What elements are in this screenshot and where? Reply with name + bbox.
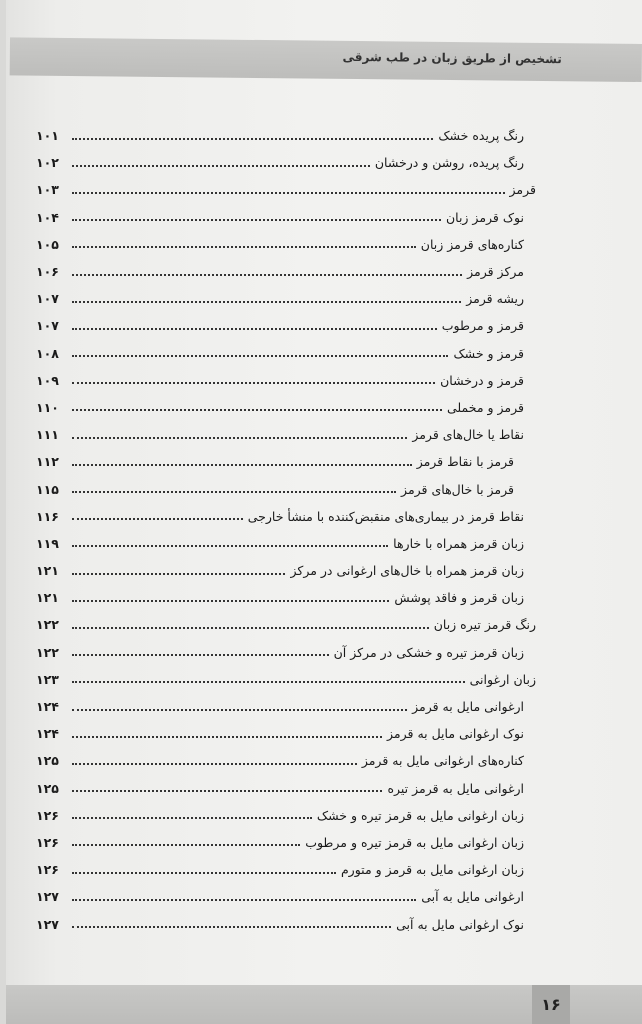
dot-leader: [72, 437, 407, 439]
dot-leader: [72, 627, 429, 629]
toc-entry-title: قرمز و مرطوب: [441, 318, 524, 334]
toc-entry-page: ۱۲۵: [36, 753, 59, 769]
toc-entry: [36, 611, 536, 638]
toc-entry-title: زبان قرمز همراه با خال‌های ارغوانی در مرکز: [290, 563, 524, 579]
toc-entry-page: ۱۱۰: [36, 399, 59, 415]
toc-entry: [36, 802, 536, 829]
toc-entry: [36, 747, 536, 774]
toc-entry-page: ۱۰۹: [36, 372, 59, 388]
toc-entry: [36, 421, 536, 448]
dot-leader: [72, 817, 312, 819]
dot-leader: [72, 382, 435, 384]
dot-leader: [72, 600, 389, 602]
toc-entry: [36, 231, 536, 258]
toc-entry-page: ۱۲۷: [36, 916, 59, 932]
toc-entry-page: ۱۲۲: [36, 644, 59, 660]
toc-entry: [36, 883, 536, 910]
toc-entry-page: ۱۲۷: [36, 889, 59, 905]
toc-entry: [36, 122, 536, 149]
page-number: ۱۶: [532, 985, 570, 1024]
toc-entry-page: ۱۰۶: [36, 264, 59, 280]
toc-entry: [36, 312, 536, 339]
toc-entry-title: زبان قرمز و فاقد پوشش: [394, 590, 524, 606]
dot-leader: [72, 355, 448, 357]
toc-entry-title: ارغوانی مایل به قرمز تیره: [387, 780, 524, 796]
dot-leader: [72, 409, 442, 411]
toc-entry: [36, 584, 536, 611]
toc-entry-page: ۱۰۷: [36, 291, 59, 307]
toc-entry: [36, 557, 536, 584]
running-header: [10, 37, 642, 82]
toc-entry-title: قرمز و مخملی: [447, 399, 524, 415]
toc-entry-page: ۱۲۶: [36, 834, 59, 850]
dot-leader: [72, 545, 388, 547]
dot-leader: [72, 165, 370, 167]
dot-leader: [72, 301, 461, 303]
toc-entry-title: زبان ارغوانی مایل به قرمز تیره و خشک: [316, 807, 524, 823]
toc-entry-page: ۱۰۳: [36, 182, 59, 198]
toc-entry: [36, 503, 536, 530]
dot-leader: [72, 926, 391, 928]
toc-entry-page: ۱۲۱: [36, 563, 59, 579]
toc-entry-page: ۱۱۲: [36, 454, 59, 470]
toc-entry-title: نوک ارغوانی مایل به آبی: [396, 916, 524, 932]
toc-entry-title: قرمز و خشک: [453, 345, 524, 361]
toc-entry: [36, 856, 536, 883]
table-of-contents: [36, 122, 536, 938]
toc-entry-title: قرمز با نقاط قرمز: [416, 454, 514, 470]
dot-leader: [72, 654, 329, 656]
toc-entry: [36, 910, 536, 937]
dot-leader: [72, 192, 505, 194]
toc-entry-page: ۱۰۵: [36, 236, 59, 252]
dot-leader: [72, 138, 433, 140]
toc-entry-title: رنگ پریده خشک: [438, 128, 524, 144]
toc-entry-title: زبان قرمز همراه با خارها: [393, 535, 524, 551]
running-header-title: تشخیص از طریق زبان در طب شرقی: [342, 49, 562, 67]
toc-entry-page: ۱۱۶: [36, 508, 59, 524]
toc-entry: [36, 829, 536, 856]
dot-leader: [72, 736, 382, 738]
toc-entry-title: رنگ قرمز تیره زبان: [433, 617, 536, 633]
toc-entry-page: ۱۲۳: [36, 671, 59, 687]
dot-leader: [72, 328, 437, 330]
toc-entry: [36, 204, 536, 231]
dot-leader: [72, 219, 441, 221]
toc-entry-title: نقاط قرمز در بیماری‌های منقبض‌کننده با منشأ خارجی: [247, 508, 524, 524]
dot-leader: [72, 573, 285, 575]
dot-leader: [72, 518, 243, 520]
toc-entry-page: ۱۲۴: [36, 726, 59, 742]
toc-entry-title: کناره‌های قرمز زبان: [420, 236, 524, 252]
toc-entry: [36, 666, 536, 693]
toc-entry: [36, 285, 536, 312]
dot-leader: [72, 844, 300, 846]
toc-entry-title: زبان ارغوانی مایل به قرمز و متورم: [340, 862, 524, 878]
dot-leader: [72, 491, 396, 493]
toc-entry: [36, 394, 536, 421]
toc-entry: [36, 258, 536, 285]
toc-entry-page: ۱۰۴: [36, 209, 59, 225]
toc-entry-title: مرکز قرمز: [467, 264, 524, 280]
dot-leader: [72, 709, 407, 711]
toc-entry-page: ۱۱۹: [36, 535, 59, 551]
toc-entry-page: ۱۰۲: [36, 155, 59, 171]
toc-entry: [36, 530, 536, 557]
toc-entry: [36, 720, 536, 747]
toc-entry: [36, 340, 536, 367]
toc-entry-title: قرمز: [509, 182, 536, 198]
book-page: [6, 0, 642, 1024]
toc-entry-page: ۱۲۱: [36, 590, 59, 606]
dot-leader: [72, 790, 382, 792]
toc-entry-title: کناره‌های ارغوانی مایل به قرمز: [361, 753, 524, 769]
toc-entry-title: زبان قرمز تیره و خشکی در مرکز آن: [333, 644, 524, 660]
toc-entry-page: ۱۲۵: [36, 780, 59, 796]
toc-entry-title: نوک ارغوانی مایل به قرمز: [387, 726, 524, 742]
toc-entry: [36, 176, 536, 203]
dot-leader: [72, 464, 412, 466]
toc-entry-title: قرمز و درخشان: [440, 372, 524, 388]
toc-entry-title: رنگ پریده، روشن و درخشان: [374, 155, 524, 171]
toc-entry-title: قرمز با خال‌های قرمز: [401, 481, 514, 497]
toc-entry: [36, 693, 536, 720]
dot-leader: [72, 681, 465, 683]
toc-entry: [36, 475, 536, 502]
toc-entry-page: ۱۲۲: [36, 617, 59, 633]
toc-entry: [36, 639, 536, 666]
dot-leader: [72, 246, 416, 248]
toc-entry-page: ۱۰۷: [36, 318, 59, 334]
toc-entry-page: ۱۲۶: [36, 807, 59, 823]
toc-entry-title: ارغوانی مایل به قرمز: [412, 699, 524, 715]
toc-entry-page: ۱۰۸: [36, 345, 59, 361]
toc-entry-page: ۱۲۶: [36, 862, 59, 878]
toc-entry: [36, 149, 536, 176]
dot-leader: [72, 899, 416, 901]
toc-entry-title: نقاط یا خال‌های قرمز: [412, 427, 524, 443]
toc-entry-page: ۱۰۱: [36, 128, 59, 144]
toc-entry: [36, 367, 536, 394]
toc-entry-page: ۱۲۴: [36, 699, 59, 715]
toc-entry-page: ۱۱۵: [36, 481, 59, 497]
toc-entry-page: ۱۱۱: [36, 427, 59, 443]
toc-entry-title: ریشه قرمز: [466, 291, 524, 307]
toc-entry: [36, 775, 536, 802]
toc-entry: [36, 448, 536, 475]
dot-leader: [72, 872, 336, 874]
dot-leader: [72, 763, 357, 765]
toc-entry-title: نوک قرمز زبان: [445, 209, 524, 225]
toc-entry-title: ارغوانی مایل به آبی: [421, 889, 524, 905]
toc-entry-title: زبان ارغوانی مایل به قرمز تیره و مرطوب: [305, 834, 524, 850]
dot-leader: [72, 274, 462, 276]
toc-entry-title: زبان ارغوانی: [469, 671, 536, 687]
